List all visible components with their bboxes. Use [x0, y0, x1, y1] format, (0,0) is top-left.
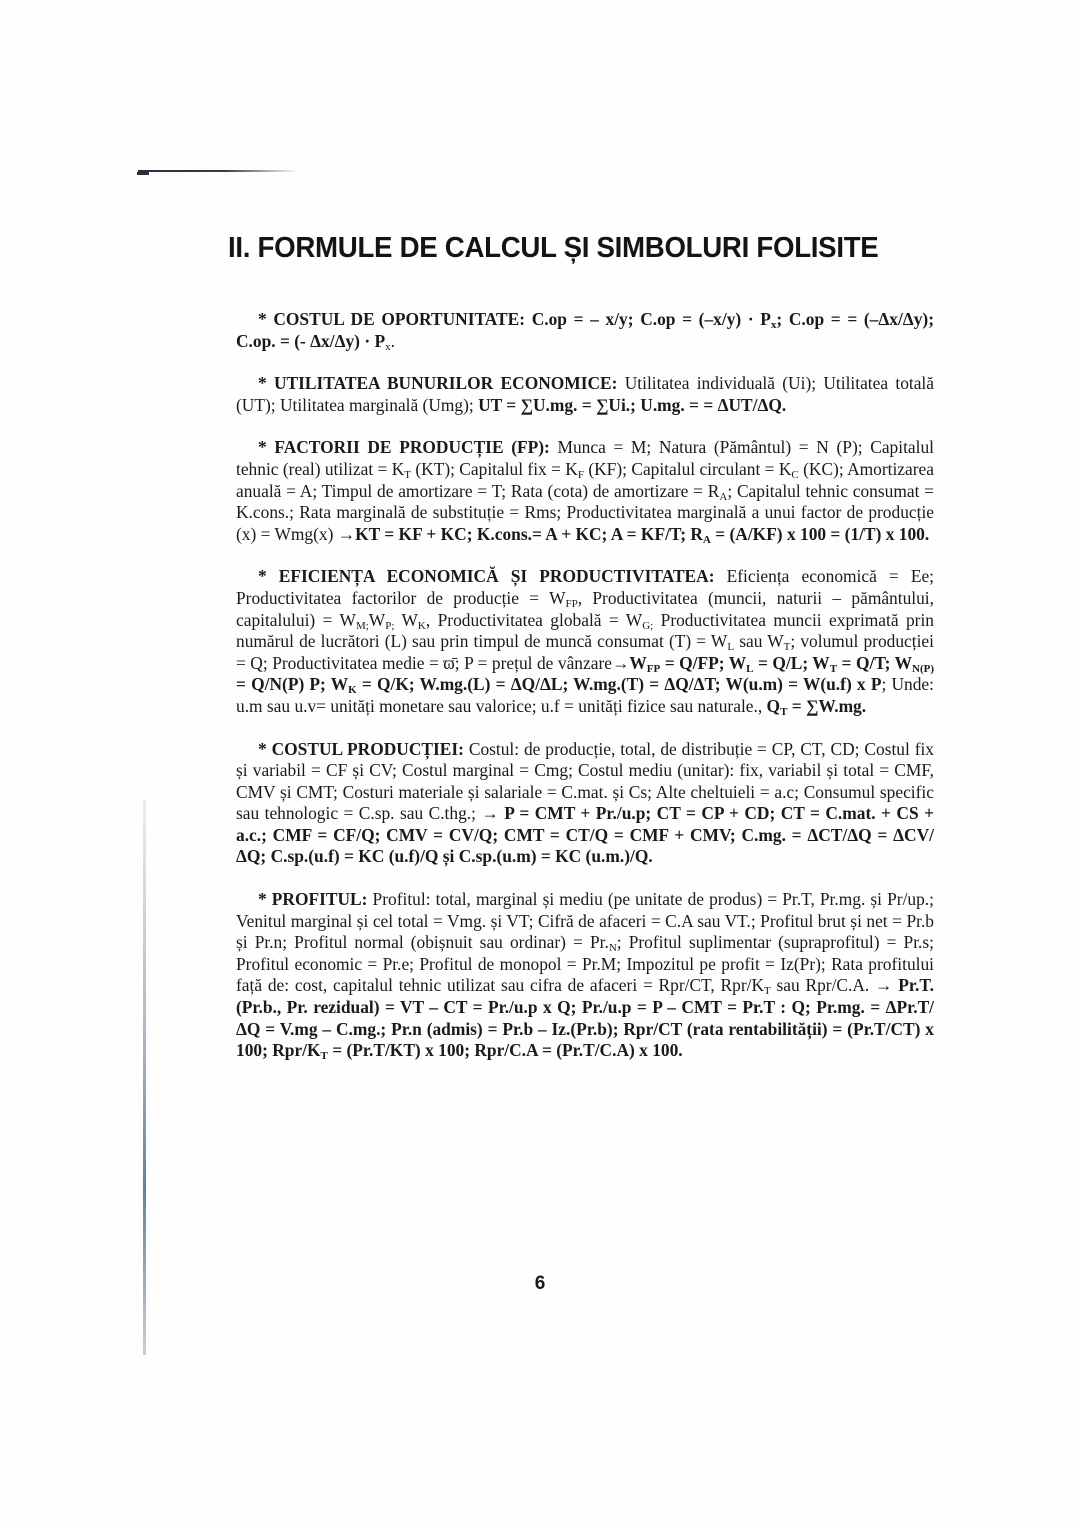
- chapter-title: II. FORMULE DE CALCUL ȘI SIMBOLURI FOLISITE: [228, 232, 879, 264]
- definition-text: (KT); Capitalul fix = K: [410, 458, 578, 479]
- section-heading: * UTILITATEA BUNURILOR ECONOMICE:: [258, 373, 618, 394]
- subscript: C: [791, 468, 799, 481]
- subscript: P;: [385, 619, 395, 632]
- formula-text: = (A/KF) x 100 = (1/T) x 100.: [710, 523, 930, 544]
- subscript: A: [719, 490, 728, 503]
- subscript: M;: [355, 619, 369, 632]
- subscript: T: [320, 1050, 328, 1063]
- definition-text: (KF); Capitalul circulant = K: [583, 458, 792, 479]
- subscript: FP: [646, 662, 661, 675]
- formula-text: = Q/K; W.mg.(L) = ΔQ/ΔL; W.mg.(T) = ΔQ/ΔT; W(u.m) = W(u.f) x P: [356, 674, 882, 695]
- definition-text: Eficiența economică = Ee; Productivitatea factorilor de producție = W: [236, 566, 934, 608]
- section-factorii-de-productie: [236, 437, 934, 545]
- formula-text: P = CMT + Pr./u.p; CT = CP + CD; CT = C.mat. + CS + a.c.; CMF = CF/Q; CMV = CV/Q; CMT = CT/Q = CMF + CMV; C.mg. = ΔCT/ΔQ = ΔCV/ΔQ; C.sp.(u.f) = KC (u.f)/Q și C.sp.(u.m) = KC (u.m.)/Q.: [236, 803, 935, 867]
- subscript: T: [783, 641, 791, 654]
- section-costul-productiei: [236, 739, 934, 869]
- subscript: L: [746, 662, 754, 675]
- formula-text: = Q/FP; W: [660, 652, 747, 673]
- section-heading: * PROFITUL:: [258, 889, 368, 910]
- page-number: 6: [534, 1273, 546, 1294]
- subscript: N: [608, 942, 617, 955]
- definition-text: (KC); Amortizarea anuală = A; Timpul de amortizare = T; Rata (cota) de amortizare = R: [236, 458, 934, 501]
- definition-text: ; volumul producției = Q; Productivitatea medie = ϖ̄; P = prețul de vânzare→: [236, 631, 934, 673]
- subscript: K: [348, 684, 357, 697]
- section-heading: * COSTUL DE OPORTUNITATE:: [258, 309, 526, 329]
- definition-text: .: [390, 330, 395, 351]
- section-profitul: [236, 889, 934, 1062]
- subscript: K: [417, 619, 426, 632]
- definition-text: Profitul: total, marginal și mediu (pe unitate de produs) = Pr.T, Pr.mg. și Pr/up.; Venitul marginal și cel total = Vmg. și VT; Cifră de afaceri = C.A sau VT.; Profitul brut și net = Pr.b și Pr.n; Profitul normal (obișnuit sau ordinar) = Pr.: [236, 889, 934, 953]
- section-heading: * COSTUL PRODUCȚIEI:: [258, 738, 464, 759]
- definition-text: , Productivitatea globală = W: [425, 609, 643, 630]
- formula-text: = Q/L; W: [753, 652, 830, 673]
- section-utilitatea-bunurilor: [236, 373, 934, 416]
- subscript: x: [770, 319, 777, 331]
- subscript: T: [404, 468, 411, 481]
- definition-text: Utilitatea individuală (Ui); Utilitatea totală (UT); Utilitatea marginală (Umg);: [236, 373, 934, 415]
- subscript: A: [702, 533, 711, 546]
- formula-text: = Q/T; W: [837, 652, 912, 673]
- definition-text: W: [394, 609, 418, 630]
- definition-text: sau W: [734, 631, 784, 652]
- subscript: x: [385, 340, 391, 353]
- section-body: [236, 889, 934, 1063]
- subscript: L: [727, 641, 735, 654]
- formula-text: = Q/N(P) P; W: [236, 674, 349, 695]
- section-body: [236, 566, 934, 716]
- scan-artifact-hook: [137, 172, 149, 175]
- formula-text: Q: [766, 695, 781, 716]
- definition-text: ; Capitalul tehnic consumat = K.cons.; Rata marginală de substituție = Rms; Productivitatea marginală a unui factor de producție (x) = Wmg(x) →: [236, 480, 934, 544]
- subscript: T: [780, 705, 788, 718]
- section-costul-de-oportunitate: [236, 309, 934, 352]
- definition-text: W: [368, 609, 386, 630]
- scan-edge-shadow: [143, 800, 146, 1355]
- definition-text: , Productivitatea (muncii, naturii – pământului, capitalului) = W: [236, 587, 934, 630]
- formula-text: ; C.op = = (–Δx/Δy); C.op. = (- Δx/Δy) · P: [236, 309, 934, 351]
- formula-text: KT = KF + KC; K.cons.= A + KC; A = KF/T; R: [355, 523, 703, 544]
- definition-text: ; Profitul suplimentar (supraprofitul) = Pr.s; Profitul economic = Pr.e; Profitul de monopol = Pr.M; Impozitul pe profit = Iz(Pr); Rata profitului față de: cost, capitalul tehnic utilizat sau cifra de afaceri = Rpr/CT, Rpr/K: [236, 932, 934, 996]
- subscript: F: [577, 468, 584, 481]
- formula-text: UT = ∑U.mg. = ∑Ui.; U.mg. = = ΔUT/ΔQ.: [478, 394, 787, 415]
- definition-text: Productivitatea muncii exprimată prin numărul de lucrători (L) sau prin timpul de muncă consumat (T) = W: [236, 609, 935, 652]
- formula-text: C.op = – x/y; C.op = (–x/y) · P: [525, 309, 771, 329]
- definition-text: sau Rpr/C.A. →: [770, 975, 899, 996]
- subscript: T: [764, 985, 771, 998]
- page-content: [228, 232, 935, 1083]
- formula-text: W: [629, 652, 647, 673]
- section-heading: * FACTORII DE PRODUCȚIE (FP):: [258, 437, 550, 458]
- subscript: T: [829, 662, 838, 675]
- definition-text: Costul: de producție, total, de distribuție = CP, CT, CD; Costul fix și variabil = CF și CV; Costul marginal = Cmg; Costul mediu (unitar): fix, variabil și total = CMF, CMV și CMT; Costuri materiale și salariale = C.mat. și Cs; Alte cheltuieli = a.c; Consumul specific sau tehnologic = C.sp. sau C.thg.; →: [236, 738, 935, 824]
- definition-text: ; Unde: u.m sau u.v= unități monetare sau valorice; u.f = unități fizice sau naturale.,: [236, 674, 934, 716]
- definition-text: Munca = M; Natura (Pământul) = N (P); Capitalul tehnic (real) utilizat = K: [236, 437, 934, 479]
- scan-artifact-line: [138, 170, 298, 172]
- subscript: N(P): [912, 662, 934, 675]
- formula-text: = ∑W.mg.: [787, 695, 867, 716]
- section-eficienta-economica: [236, 566, 934, 717]
- section-heading: * EFICIENȚA ECONOMICĂ ȘI PRODUCTIVITATEA:: [258, 566, 715, 587]
- formula-text: Pr.T.(Pr.b., Pr. rezidual) = VT – CT = Pr./u.p x Q; Pr./u.p = P – CMT = Pr.T : Q; Pr.mg. = ΔPr.T/ΔQ = V.mg – C.mg.; Pr.n (admis) = Pr.b – Iz.(Pr.b); Rpr/CT (rata rentabilității) = (Pr.T/CT) x 100; Rpr/K: [236, 975, 934, 1061]
- subscript: G;: [642, 619, 654, 632]
- formula-text: = (Pr.T/KT) x 100; Rpr/C.A = (Pr.T/C.A) x 100.: [327, 1040, 683, 1061]
- subscript: FP: [565, 597, 578, 610]
